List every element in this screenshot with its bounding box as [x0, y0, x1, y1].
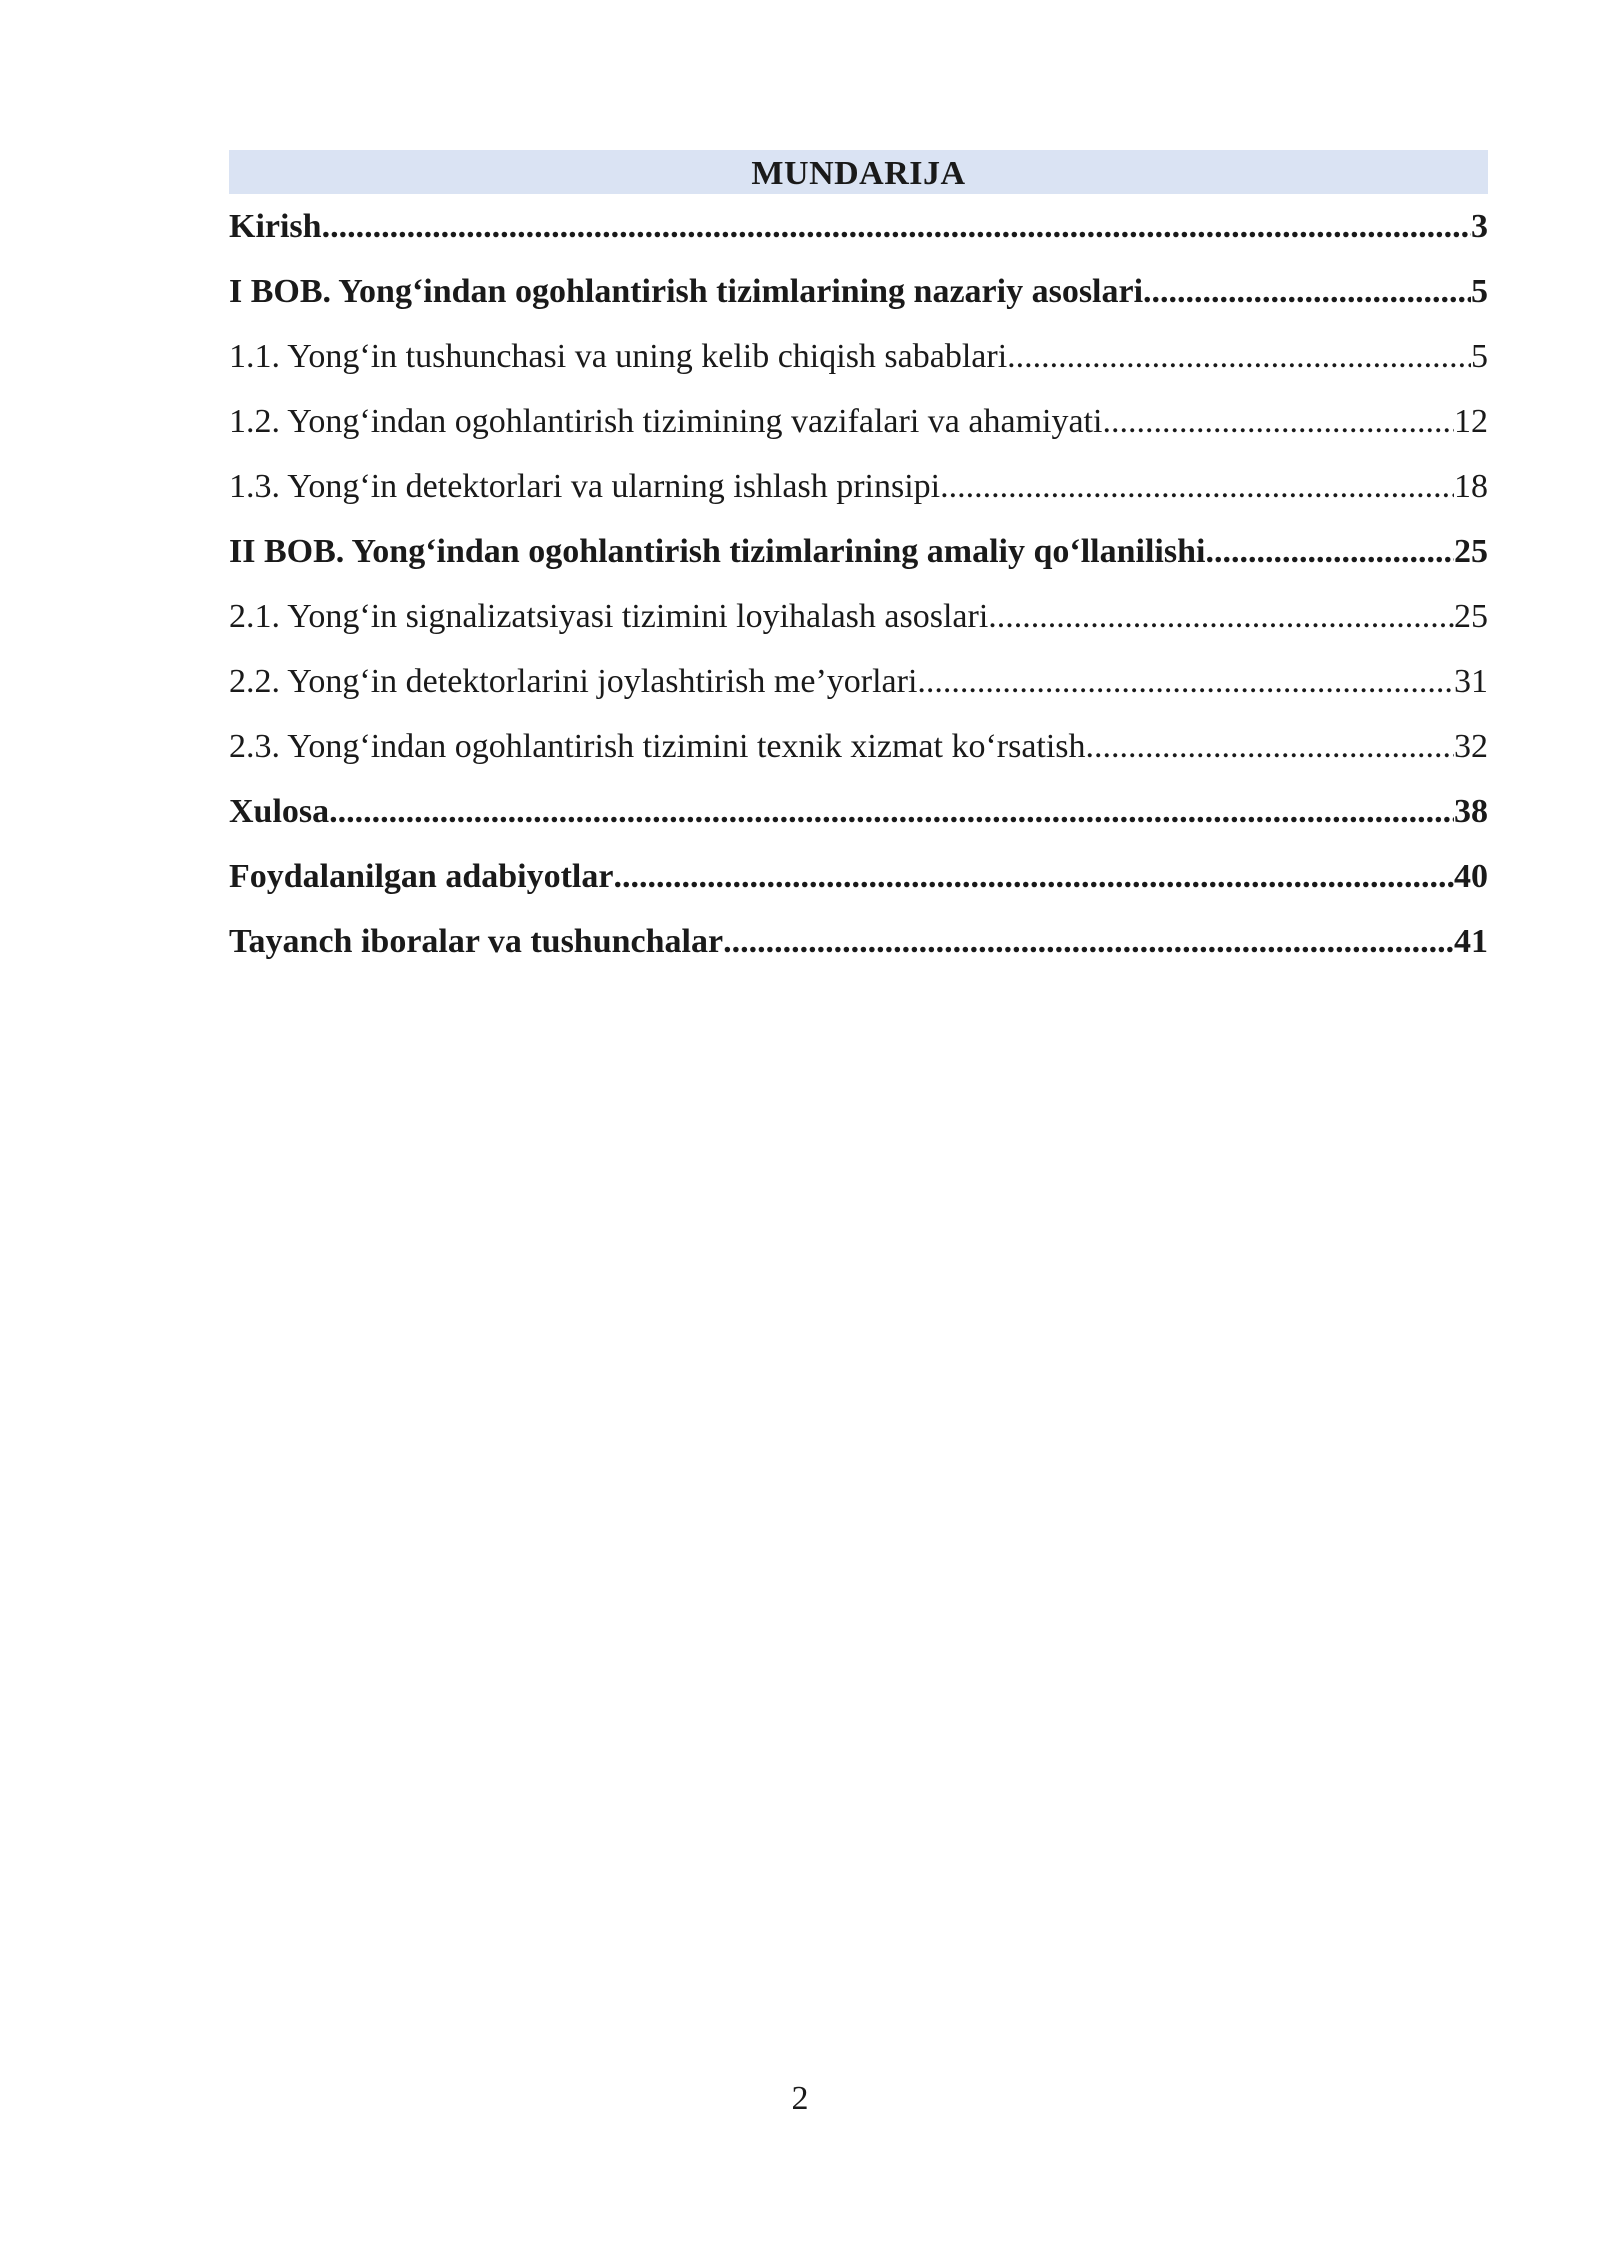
toc-entry[interactable]	[229, 194, 1488, 259]
toc-leader-dots	[1007, 324, 1471, 389]
toc-entry-page: 3	[1471, 208, 1488, 245]
toc-entry[interactable]	[229, 584, 1488, 649]
toc-entry[interactable]	[229, 519, 1488, 584]
toc-leader-dots	[613, 844, 1454, 909]
toc-leader-dots	[1102, 389, 1454, 454]
toc-entry[interactable]	[229, 649, 1488, 714]
toc-entry[interactable]	[229, 324, 1488, 389]
toc-leader-dots	[723, 909, 1454, 974]
toc-entry-page: 40	[1454, 858, 1488, 895]
toc-entry-title: 1.1. Yong‘in tushunchasi va uning kelib chiqish sabablari	[229, 338, 1008, 375]
toc-entry[interactable]	[229, 259, 1488, 324]
toc-leader-dots	[940, 454, 1454, 519]
toc-entry-page: 31	[1454, 663, 1488, 700]
toc-entry-title: Tayanch iboralar va tushunchalar	[229, 923, 724, 960]
toc-entry[interactable]	[229, 454, 1488, 519]
toc-entry-page: 41	[1454, 923, 1488, 960]
toc-entry-page: 5	[1471, 273, 1488, 310]
toc-entry-title: II BOB. Yong‘indan ogohlantirish tizimlarining amaliy qo‘llanilishi	[229, 533, 1206, 570]
toc-entry[interactable]	[229, 389, 1488, 454]
toc-leader-dots	[1205, 519, 1454, 584]
toc-entry-page: 32	[1454, 728, 1488, 765]
toc-entry-title: 2.3. Yong‘indan ogohlantirish tizimini texnik xizmat ko‘rsatish	[229, 728, 1086, 765]
toc-entry-title: 2.1. Yong‘in signalizatsiyasi tizimini loyihalash asoslari	[229, 598, 989, 635]
toc-entry[interactable]	[229, 844, 1488, 909]
table-of-contents	[229, 150, 1488, 974]
toc-entry-page: 5	[1471, 338, 1488, 375]
toc-entry-page: 12	[1454, 403, 1488, 440]
toc-entry-page: 38	[1454, 793, 1488, 830]
toc-entry-title: I BOB. Yong‘indan ogohlantirish tizimlarining nazariy asoslari	[229, 273, 1144, 310]
toc-entry-page: 18	[1454, 468, 1488, 505]
toc-entry-title: Xulosa	[229, 793, 330, 830]
toc-entry-page: 25	[1454, 533, 1488, 570]
toc-entry[interactable]	[229, 714, 1488, 779]
toc-leader-dots	[917, 649, 1454, 714]
toc-leader-dots	[322, 194, 1471, 259]
toc-entry-title: 1.2. Yong‘indan ogohlantirish tizimining vazifalari va ahamiyati	[229, 403, 1103, 440]
toc-entry-title: Foydalanilgan adabiyotlar	[229, 858, 614, 895]
toc-entry-page: 25	[1454, 598, 1488, 635]
toc-entry-title: 2.2. Yong‘in detektorlarini joylashtirish me’yorlari	[229, 663, 918, 700]
toc-leader-dots	[329, 779, 1454, 844]
toc-entry-title: 1.3. Yong‘in detektorlari va ularning ishlash prinsipi	[229, 468, 941, 505]
toc-list	[229, 194, 1488, 974]
toc-leader-dots	[1143, 259, 1471, 324]
toc-entry[interactable]	[229, 779, 1488, 844]
toc-leader-dots	[988, 584, 1454, 649]
page-number: 2	[791, 2080, 809, 2117]
toc-leader-dots	[1086, 714, 1454, 779]
toc-entry-title: Kirish	[229, 208, 322, 245]
toc-entry[interactable]	[229, 909, 1488, 974]
toc-heading: MUNDARIJA	[229, 150, 1488, 194]
